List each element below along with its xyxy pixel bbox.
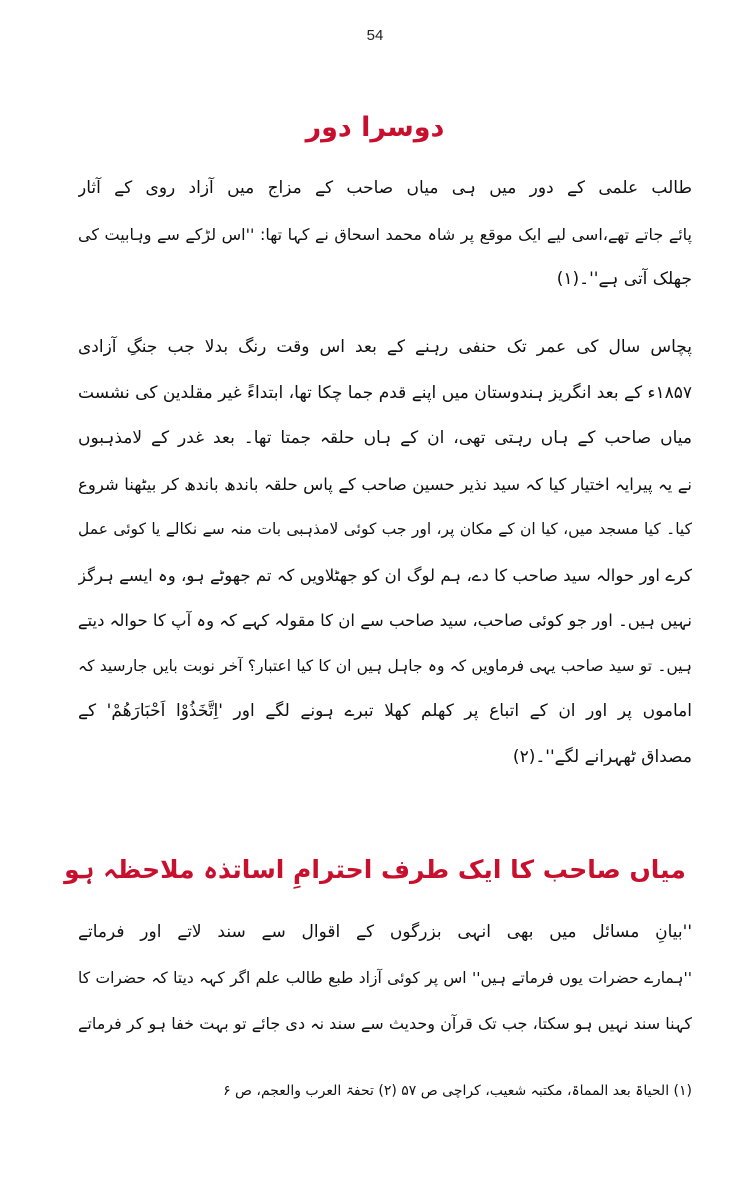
footnote: (۱) الحیاۃ بعد المماۃ، مکتبہ شعیب، کراچی ص ۵۷ (۲) تحفۃ العرب والعجم، ص ۶ bbox=[223, 1083, 692, 1099]
paragraph-line: طالب علمی کے دور میں ہی میاں صاحب کے مزاج میں آزاد روی کے آثار bbox=[78, 178, 692, 198]
page-number: 54 bbox=[366, 27, 384, 44]
paragraph-line: جھلک آتی ہے''۔(۱) bbox=[556, 269, 692, 289]
paragraph-line: میاں صاحب کے ہاں رہتی تھی، ان کے ہاں حلقہ جمتا تھا۔ بعد غدر کے لامذہبوں bbox=[78, 428, 692, 448]
paragraph-line: ''ہمارے حضرات یوں فرماتے ہیں'' اس پر کوئی آزاد طبع طالب علم اگر کہہ دیتا کہ حضرات کا bbox=[78, 968, 692, 987]
paragraph-line: نے یہ پیرایہ اختیار کیا کہ سید نذیر حسین صاحب کے پاس حلقہ باندھ باندھ کر بیٹھنا شروع bbox=[78, 474, 692, 494]
section-heading-ihtiram-asatiza: میاں صاحب کا ایک طرف احترامِ اساتذہ ملاحظہ ہو bbox=[64, 855, 686, 884]
paragraph-line: کرے اور حوالہ سید صاحب کا دے، ہم لوگ ان کو جھٹلاویں کہ تم جھوٹے ہو، وہ ایسے ہرگز bbox=[78, 565, 692, 585]
paragraph-line: پائے جاتے تھے،اسی لیے ایک موقع پر شاہ محمد اسحاق نے کہا تھا: ''اس لڑکے سے وہابیت کی bbox=[78, 224, 692, 244]
paragraph-line: ۱۸۵۷ء کے بعد انگریز ہندوستان میں اپنے قدم جما چکا تھا، ابتداءً غیر مقلدین کی نشست bbox=[78, 382, 692, 403]
paragraph-3 bbox=[78, 910, 692, 1047]
paragraph-line: کیا۔ کیا مسجد میں، کیا ان کے مکان پر، اور جب کوئی لامذہبی بات منہ سے نکالے یا کوئی عمل bbox=[78, 520, 692, 538]
paragraph-line: ہیں۔ تو سید صاحب یہی فرماویں کہ وہ جاہل ہیں ان کا کیا اعتبار؟ آخر نوبت بایں جارسید کہ bbox=[78, 656, 692, 675]
paragraph-line: ''بیانِ مسائل میں بھی انہی بزرگوں کے اقوال سے سند لاتے اور فرماتے bbox=[78, 922, 692, 942]
paragraph-line: مصداق ٹھہرانے لگے''۔(۲) bbox=[512, 746, 692, 767]
paragraph-line: نہیں ہیں۔ اور جو کوئی صاحب، سید صاحب سے ان کا مقولہ کہے کہ وہ آپ کا حوالہ دیتے bbox=[78, 611, 692, 630]
paragraph-line: پچاس سال کی عمر تک حنفی رہنے کے بعد اس وقت رنگ بدلا جب جنگِ آزادی bbox=[78, 337, 692, 357]
paragraph-line: اماموں پر اور ان کے اتباع پر کھلم کھلا تبرے ہونے لگے اور 'اِتَّخَذُوْا اَحْبَارَهُمْ' کے bbox=[78, 701, 692, 721]
paragraph-2 bbox=[78, 325, 692, 780]
paragraph-line: کہنا سند نہیں ہو سکتا، جب تک قرآن وحدیث سے سند نہ دی جائے تو بہت خفا ہو کر فرماتے bbox=[78, 1014, 692, 1033]
paragraph-1 bbox=[78, 166, 692, 303]
section-heading-dusra-daur: دوسرا دور bbox=[305, 112, 445, 143]
